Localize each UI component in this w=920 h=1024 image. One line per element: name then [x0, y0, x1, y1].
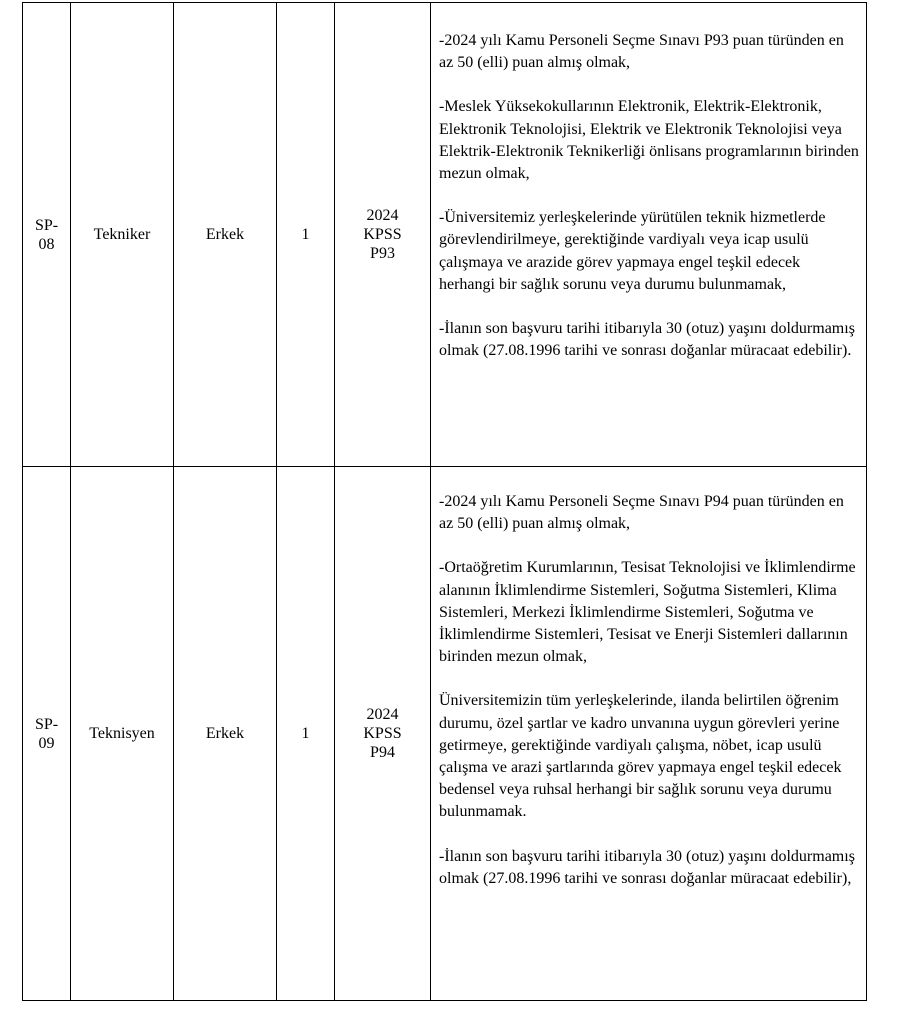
position-code-prefix: SP-: [34, 715, 59, 733]
position-quantity: 1: [277, 467, 335, 1001]
requirements-list: [439, 3, 860, 362]
positions-table: [22, 2, 867, 1001]
exam-type-cell: [335, 467, 431, 1001]
position-title: Teknisyen: [71, 467, 174, 1001]
requirement-item: -Ortaöğretim Kurumlarının, Tesisat Teknolojisi ve İklimlendirme alanının İklimlendirme Sistemleri, Soğutma Sistemleri, Klima Sistemleri, Merkezi İklimlendirme Sistemleri, Soğutma ve İklimlendirme Sistemleri, Tesisat ve Enerji Sistemleri dallarının birinden mezun olmak,: [439, 559, 856, 666]
exam-name: KPSS: [363, 725, 402, 742]
position-gender: Erkek: [174, 3, 277, 467]
position-code-cell: [23, 467, 71, 1001]
position-code-prefix: SP-: [34, 216, 59, 234]
exam-year: 2024: [366, 207, 399, 224]
requirement-item: -İlanın son başvuru tarihi itibarıyla 30 (otuz) yaşını doldurmamış olmak (27.08.1996 tarihi ve sonrası doğanlar müracaat edebilir).: [439, 320, 855, 360]
position-quantity: 1: [277, 3, 335, 467]
position-code-number: 09: [38, 734, 55, 752]
requirement-item: Üniversitemizin tüm yerleşkelerinde, ilanda belirtilen öğrenim durumu, özel şartlar ve kadro unvanına uygun görevleri yerine getirmeye, gerektiğinde vardiyalı çalışma, nöbet, icap usulü çalışma ve arazi şartlarında görev yapmaya engel teşkil edecek bedensel veya ruhsal herhangi bir sağlık sorunu veya durumu bulunmamak.: [439, 692, 842, 821]
requirement-item: -Üniversitemiz yerleşkelerinde yürütülen teknik hizmetlerde görevlendirilmeye, gerektiğinde vardiyalı veya icap usulü çalışmaya ve arazide görev yapmaya engel teşkil edecek herhangi bir sağlık sorunu veya durumu bulunmamak,: [439, 209, 826, 293]
position-gender: Erkek: [174, 467, 277, 1001]
requirement-item: -İlanın son başvuru tarihi itibarıyla 30 (otuz) yaşını doldurmamış olmak (27.08.1996 tarihi ve sonrası doğanlar müracaat edebilir),: [439, 847, 855, 887]
exam-name: KPSS: [363, 226, 402, 243]
requirements-cell: [431, 467, 867, 1001]
exam-type-cell: [335, 3, 431, 467]
exam-score-type: P94: [370, 744, 395, 761]
requirement-item: -2024 yılı Kamu Personeli Seçme Sınavı P93 puan türünden en az 50 (elli) puan almış olmak,: [439, 32, 844, 72]
requirements-cell: [431, 3, 867, 467]
exam-score-type: P93: [370, 245, 395, 262]
requirements-list: [439, 467, 860, 890]
position-title: Tekniker: [71, 3, 174, 467]
exam-year: 2024: [366, 706, 399, 723]
table-row: [23, 3, 867, 467]
position-code-number: 08: [38, 235, 55, 253]
table-row: [23, 467, 867, 1001]
position-code-cell: [23, 3, 71, 467]
requirement-item: -Meslek Yüksekokullarının Elektronik, Elektrik-Elektronik, Elektronik Teknolojisi, Elektrik ve Elektronik Teknolojisi veya Elektrik-Elektronik Teknikerliği önlisans programlarının birinden mezun olmak,: [439, 98, 859, 183]
requirement-item: -2024 yılı Kamu Personeli Seçme Sınavı P94 puan türünden en az 50 (elli) puan almış olmak,: [439, 493, 844, 533]
